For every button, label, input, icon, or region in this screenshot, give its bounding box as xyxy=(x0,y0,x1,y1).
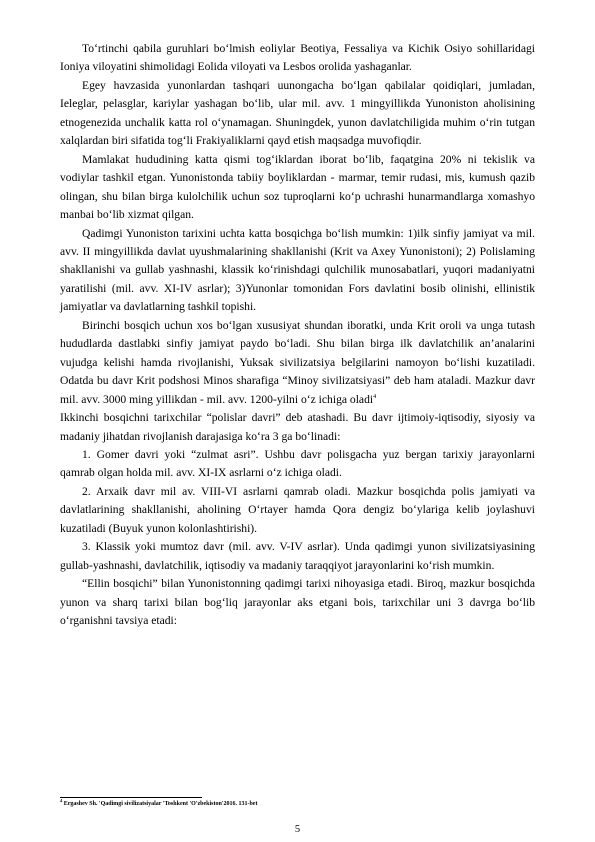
paragraph-6: Ikkinchi bosqichni tarixchilar “polislar davri” deb atashadi. Bu davr ijtimoiy-iqtisodiy, siyosiy va madaniy jihatdan rivojlanish darajasiga ko‘ra 3 ga bo‘linadi: xyxy=(60,411,535,443)
page-number: 5 xyxy=(294,824,301,835)
paragraph-9: 3. Klassik yoki mumtoz davr (mil. avv. V-IV asrlar). Unda qadimgi yunon sivilizatsiyasining gullab-yashnashi, davlatchilik, iqtisodiy va madaniy taraqqiyot jarayonlarini ko‘rish mumkin. xyxy=(60,540,535,572)
paragraph-2: Egey havzasida yunonlardan tashqari uunongacha bo‘lgan qabilalar qoidiqlari, jumladan, Ieleglar, pelasglar, kariylar yashagan bo‘lib, ular mil. avv. 1 mingyillikda Yunoniston aholisining etnogenezida unchalik katta rol o‘ynamagan. Shuningdek, yunon davlatchiligida muhim o‘rin tutgan xalqlardan biri sifatida tog‘li Frakiyaliklarni qayd etish maqsadga muvofiqdir. xyxy=(60,78,535,148)
paragraph-7: 1. Gomer davri yoki “zulmat asri”. Ushbu davr polisgacha yuz bergan tarixiy jarayonlarni qamrab olgan holda mil. avv. XI-IX asrlarni o‘z ichiga oladi. xyxy=(60,447,535,480)
paragraph-1: To‘rtinchi qabila guruhlari bo‘lmish eoliylar Beotiya, Fessaliya va Kichik Osiyo sohillaridagi Ioniya viloyatini shimolidagi Eolida viloyati va Lesbos orolida yashaganlar. xyxy=(60,42,535,74)
footnote-text: Ergashev Sh. 'Qadimgi sivilizatsiyalar 'Toshkent 'O'zbekiston'2016. 131-bet xyxy=(62,801,258,807)
footnote-marker: 4 xyxy=(60,798,63,803)
paragraph-4: Qadimgi Yunoniston tarixini uchta katta bosqichga bo‘lish mumkin: 1)ilk sinfiy jamiyat va mil. avv. II mingyillikda davlat uyushmalarining shakllanishi (Krit va Axey Yunonistoni); 2) Polislaming shakllanishi va gullab yashnashi, klassik ko‘rinishdagi qulchilik munosabatlari, yuqori madaniyatni yaratilishi (mil. avv. XI-IV asrlar); 3)Yunonlar tomonidan Fors davlatini bosib olinishi, ellinistik jamiyatlar va davlatlarning tashkil topishi. xyxy=(60,226,535,314)
paragraph-10: “Ellin bosqichi” bilan Yunonistonning qadimgi tarixi nihoyasiga etadi. Biroq, mazkur bosqichda yunon va sharq tarixi bilan bog‘liq jarayonlar aks etgani bois, tarixchilar uni 3 davrga bo‘lib o‘rganishni tavsiya etadi: xyxy=(60,577,535,628)
footnote xyxy=(60,800,535,809)
paragraph-5 xyxy=(60,317,535,409)
footnote-divider xyxy=(60,797,202,798)
paragraph-5-text: Birinchi bosqich uchun xos bo‘lgan xususiyat shundan iboratki, unda Krit oroli va unga tutash hududlarda dastlabki sinfiy jamiyat paydo bo‘ladi. Shu bilan birga ilk davlatchilik an’analarini vujudga kelishi hamda rivojlanishi, Yuksak sivilizatsiya belgilarini namoyon bo‘lishi kuzatiladi. Odatda bu davr Krit podshosi Minos sharafiga “Minoy sivilizatsiyasi” deb ham ataladi. Mazkur davr mil. avv. 3000 ming yillikdan - mil. avv. 1200-yilni o‘z ichiga oladi xyxy=(60,318,535,406)
paragraph-8: 2. Arxaik davr mil av. VIII-VI asrlarni qamrab oladi. Mazkur bosqichda polis jamiyati va davlatlarining shakllanishi, aholining O‘rtayer hamda Qora dengiz bo‘ylariga kelib joylashuvi kuzatiladi (Buyuk yunon kolonlashtirishi). xyxy=(60,484,535,535)
paragraph-3: Mamlakat hududining katta qismi tog‘iklardan iborat bo‘lib, faqatgina 20% ni tekislik va vodiylar tashkil etgan. Yunonistonda tabiiy boyliklardan - marmar, temir rudasi, mis, kumush qazib olingan, shu bilan birga kulolchilik uchun soz tuproqlarni ko‘p uchrashi hunarmandlarga xomashyo manbai bo‘lib xizmat qilgan. xyxy=(60,152,535,222)
document-body xyxy=(60,40,535,631)
footnote-reference[interactable]: 4 xyxy=(373,393,377,400)
